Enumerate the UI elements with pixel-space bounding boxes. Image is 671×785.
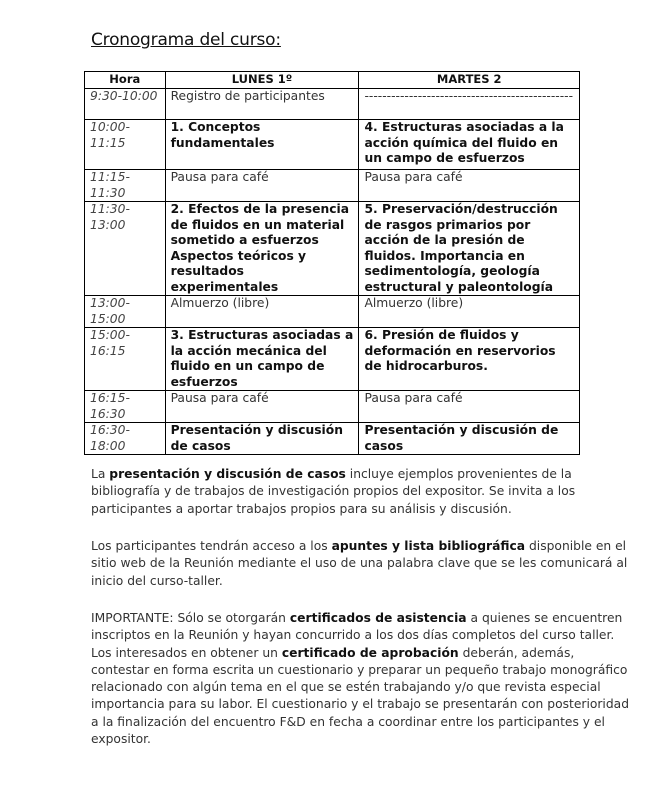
time-cell: 10:00-11:15 xyxy=(85,120,166,170)
time-cell: 16:30-18:00 xyxy=(85,423,166,455)
page-title: Cronograma del curso: xyxy=(91,30,281,50)
table-row xyxy=(85,202,580,296)
table-header-row xyxy=(85,72,580,89)
paragraph-apuntes xyxy=(91,538,636,590)
empty-dashes: ----------------------------------------------- xyxy=(364,89,574,103)
lunes-cell: Pausa para café xyxy=(165,391,359,423)
martes-cell: Almuerzo (libre) xyxy=(359,296,580,328)
header-martes: MARTES 2 xyxy=(359,72,580,89)
paragraph-importante xyxy=(91,610,636,748)
time-cell: 15:00-16:15 xyxy=(85,328,166,391)
lunes-cell: 2. Efectos de la presencia de fluidos en un material sometido a esfuerzos Aspectos teóricos y resultados experimentales xyxy=(165,202,359,296)
text: La xyxy=(91,467,110,481)
table-row xyxy=(85,170,580,202)
table-row xyxy=(85,328,580,391)
time-cell: 11:15-11:30 xyxy=(85,170,166,202)
lunes-cell: Presentación y discusión de casos xyxy=(165,423,359,455)
text: deberán, además, contestar en forma escrita un cuestionario y preparar un pequeño trabajo monográfico relacionado con algún tema en el que se estén trabajando y/o que revista especial importancia para su labor. El cuestionario y el trabajo se presentarán con posterioridad a la finalización del encuentro F&D en fecha a coordinar entre los participantes y el expositor. xyxy=(91,645,630,747)
lunes-cell: 1. Conceptos fundamentales xyxy=(165,120,359,170)
bold-text: certificados de asistencia xyxy=(289,611,467,625)
table-row xyxy=(85,391,580,423)
time-cell: 9:30-10:00 xyxy=(85,89,166,120)
bold-text: presentación y discusión de casos xyxy=(109,467,346,481)
header-lunes: LUNES 1º xyxy=(165,72,359,89)
bold-text: certificado de aprobación xyxy=(281,645,459,660)
lunes-cell: 3. Estructuras asociadas a la acción mecánica del fluido en un campo de esfuerzos xyxy=(165,328,359,391)
table-row xyxy=(85,120,580,170)
text: IMPORTANTE: Sólo se otorgarán xyxy=(91,611,290,625)
schedule-table xyxy=(84,71,580,455)
text: Los participantes tendrán acceso a los xyxy=(91,539,332,553)
martes-cell: 5. Preservación/destrucción de rasgos primarios por acción de la presión de fluidos. Importancia en sedimentología, geología estructural y paleontología xyxy=(359,202,580,296)
martes-cell: Presentación y discusión de casos xyxy=(359,423,580,455)
time-cell: 13:00-15:00 xyxy=(85,296,166,328)
text: incluye ejemplos provenientes de la bibliografía y de trabajos de investigación propios del expositor. Se invita a los participantes a aportar trabajos propios para su análisis y discusión. xyxy=(91,467,576,516)
time-cell: 16:15-16:30 xyxy=(85,391,166,423)
martes-cell: Pausa para café xyxy=(359,391,580,423)
table-row xyxy=(85,423,580,455)
table-row xyxy=(85,89,580,120)
time-cell: 11:30-13:00 xyxy=(85,202,166,296)
bold-text: apuntes y lista bibliográfica xyxy=(331,539,526,553)
header-hora: Hora xyxy=(85,72,166,89)
table-row xyxy=(85,296,580,328)
lunes-cell: Registro de participantes xyxy=(165,89,359,120)
martes-cell xyxy=(359,89,580,120)
martes-cell: 4. Estructuras asociadas a la acción química del fluido en un campo de esfuerzos xyxy=(359,120,580,170)
paragraph-presentacion xyxy=(91,466,636,518)
lunes-cell: Almuerzo (libre) xyxy=(165,296,359,328)
lunes-cell: Pausa para café xyxy=(165,170,359,202)
text: a quienes se encuentren inscriptos en la Reunión y hayan concurrido a los dos días completos del curso taller. Los interesados en obtener un xyxy=(91,611,623,660)
martes-cell: Pausa para café xyxy=(359,170,580,202)
martes-cell: 6. Presión de fluidos y deformación en reservorios de hidrocarburos. xyxy=(359,328,580,391)
text: disponible en el sitio web de la Reunión mediante el uso de una palabra clave que se les comunicará al inicio del curso-taller. xyxy=(91,539,628,588)
